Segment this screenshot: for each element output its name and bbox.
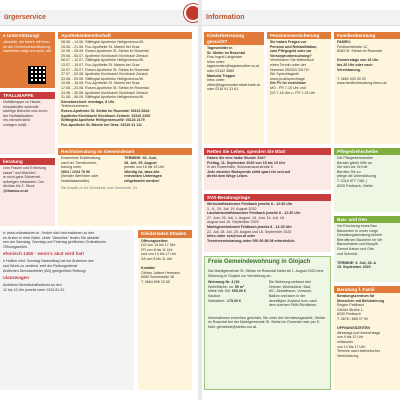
beratung-text: vom Frauen und Erfahrung kasse" und Wächter"- m nicht ganz Sicherheit aufzeigen Infokaufen. Der dierdas bis Z. Stock @thamus.or.at xyxy=(3,166,46,193)
rechtsberatung-heading: Rechtsberatung im Gemeindeamt xyxy=(58,148,192,155)
bauberatung-heading: Bau- und Gen xyxy=(334,216,400,223)
svs-box xyxy=(204,194,331,252)
notfallmappe-box xyxy=(0,92,55,154)
list-item: 17.08. - 23.08. Rosen-Apotheke St. Stefan im Rosental xyxy=(61,85,149,90)
list-item: 24.08. - 30.08. Apotheke Kirchbach/ Kirchbach Zerlach xyxy=(61,90,149,95)
right-page-header: Information xyxy=(202,10,400,26)
support-heading: e Unterstützung! xyxy=(3,33,40,38)
apotheken-list xyxy=(58,39,192,128)
left-page xyxy=(0,0,198,400)
ordinationen-box xyxy=(0,230,134,390)
blutspende-heading: Retten Sie Leben, spenden Sie Blut! xyxy=(204,148,331,155)
rechtsberatung-footer: Die Anwält zu für Gemeinde: aus Gemeinde, 24. xyxy=(61,185,138,190)
list-item: 06.07. - 12.07. Stiftingtal Apotheke Heiligenkreuz/W. xyxy=(61,58,144,63)
svs-text: Wirtschaftskammer Feldbach jeweils 8 - 12:30 Uhr 1., 8., 29. Juli, 19. August 2020 Landwirtschaftskammer Feldbach jeweils 8 - 12:30 Uhr 27. Juni, 25. Juli, 1. August, 15. Juni, 14. Juli, 18. August und 16. September 2020 Marktgemeindeamt Feldbach jeweils 8 - 12:30 Uhr 22. Juli, 28. Juli, 25. August und 18. September 2020 Infos unter svs@svs.at oder Terminvereinbarung unter 050 80 88 08 erforderlich. xyxy=(207,202,301,243)
wohnung-description: Die Wohnung umfasst drei Zimmer, Wohnküche, Bad, WC, Abstellraum, Vorraum, Balkon und kann in der derzeitigen Zustand bzw. nach dem durchen PAW-Richtlinien. xyxy=(268,280,318,308)
pflegedrehscheibe-box xyxy=(334,148,400,212)
list-item: 20.07. - 26.07. Rosen-Apotheke St. Stefan im Rosental xyxy=(61,67,149,72)
phone-row: Rosen-Apotheke St. Stefan im Rosental: 03116 8344 xyxy=(61,108,150,113)
apotheken-phones-label: Telefonnummern: xyxy=(61,104,89,109)
list-item: 08.06. - 14.06. Stiftingtal Apotheke Heiligenkreuz/W. xyxy=(61,40,144,44)
blutspende-box xyxy=(204,148,331,190)
apotheken-heading: Apothekenbereitschaft xyxy=(58,32,192,39)
list-item: 13.07. - 19.07. Fuc-Apotheke St. Marein bei Graz xyxy=(61,62,140,67)
beratung-box xyxy=(0,158,55,226)
list-item: 22.06. - 28.06. Rosen-Apotheke St. Stefan im Rosental xyxy=(61,49,149,54)
wohnung-details: Wohnung Nr. 4 (36 Wohnfläche: ca. 59 m² Miete inkl. BK: 605,00 € Kaution: Selbstbeh.: 175,00 € xyxy=(208,280,246,303)
notfallmappe-text: Notfallmappe zu Hause, einsatzkräfte wertvolle wichtige Befunde und zuver- äre Notfallsituation. nrs.elkmahr.kleid vorlagen mit@... xyxy=(3,100,49,127)
beratung-heading: beratung xyxy=(0,158,55,165)
kleiderladen-heading: Kleiderladen Eltaden xyxy=(138,230,192,238)
left-page-header: ürgerservice xyxy=(0,10,198,26)
list-item: 10.08. - 16.08. Fuc-Apotheke St. Marein bei Graz xyxy=(61,81,140,86)
behindertenberatung-box xyxy=(334,286,400,390)
kinderbetreuung-text: Tagesmütter in St. Stefan im Rosental Frau Ingrid Langmaier Infos unter: tagesmutter@tagesmuetter.co.at oder 03152 5880 Manuela Trapper Infos unter: office@tagesmutter.steiermark.at oder 0316 91 31 61 xyxy=(207,46,260,92)
phone-row: Fuc-Apotheke St. Marein bei Graz: 03119 31 111 xyxy=(61,122,142,127)
ambulanz-heading: ulanzwagen xyxy=(3,275,30,281)
list-item: 31.08. - 06.09. Stiftingtal Apotheke Heiligenkreuz/W. xyxy=(61,95,144,100)
notfallmappe-heading: TFALLMAPPE xyxy=(0,92,55,99)
apotheken-note: Dienstwechsel: montags, 8 Uhr xyxy=(61,99,115,104)
support-text: ubsstelle, die bieten mit ihren en der Gemeindebevölkerung ntanbieten zeigt uns auch, wie xyxy=(3,40,52,54)
behindertenberatung-heading: Beratung f. Famil xyxy=(334,286,400,293)
pension-text: Sie haben Fragen zur Pension und Rehabilitation, zum Pflegegeld oder zur Vorsorgeuntersuchung? Vereinbaren Sie telefonisch einen Termin unter der Nummer 050303 34170! Wir Sprechtagerte www.pv.at/sprechtage Die PV ist erreichbar: MO - FR 7-15 Uhr und DO 7-16 Uhr u. FR 7-15 Uhr xyxy=(270,40,318,95)
familienberatung-heading: Familienberatung xyxy=(334,32,400,39)
kinderbetreuung-heading: Kinderbetreuung gesucht? xyxy=(204,32,264,45)
list-item: 15.06. - 21.06. Fuc-Apotheke St. Marein bei Graz xyxy=(61,44,140,49)
gemeindewohnung-box xyxy=(204,256,331,390)
gemeindewohnung-footer: Informationen erreichen gerichtet, Sie unter der Vermietungsstelle, Stefan im Rosental bei der Marktgemeinde St. Stefan im Rosental oder per E-Mail: gemeinde@stefan-ros.at. xyxy=(208,315,326,329)
ambulanz-text: ärztlichen Bereitschaftsdienst an den 12 bis 10 Uhr jeweils unter 0316 81 81. xyxy=(3,283,66,292)
right-page xyxy=(202,0,400,400)
svs-heading: SVS-Beratungstage xyxy=(204,194,331,201)
pension-heading: Pensionsversicherung xyxy=(267,32,331,39)
list-item: 27.07. - 02.08. Apotheke Kirchbach/ Kirchbach Zerlach xyxy=(61,72,149,77)
behindertenberatung-text: Beratungszentrum für Menschen mit Behinderung Region Feldbach Gießer Straße 1, 8330 Feldbach T. 0676 / 888 07 90 ÖFFNUNGSZEITEN dienstags und donnerstags von 9 bis 12 Uhr mittwochs von 14 bis 17 Uhr Termine nach telefonischer Vereinbarung xyxy=(337,294,385,358)
list-item: 29.06. - 05.07. Apotheke Kirchbach/ Kirchbach Zerlach xyxy=(61,53,149,58)
pension-box xyxy=(267,32,331,144)
familienberatung-text: FAMRO: Feldbachstraße 12, 8083 St. Stefan im Rosental Donnerstags von 18 Uhr bis 20 Uhr oder nach Vereinbarung. T. 0660 303 00 20 www.familienberatung-famro.at xyxy=(337,40,387,86)
kleiderladen-text: Öffnungszeiten: DO von 14 bis 17 Uhr FR von 8 bis 11 Uhr und von 14 bis 17 Uhr SA von 8 bis 11 Uhr Kontakt: Obfrau Juliane Hermann 8083 Schulstraße 38 T. 0664 898 33 55 xyxy=(141,238,181,284)
hotline-text: e Hotline wird: Sonntag Nachmittag hat bei Ärztinnen den und Wurst zu verdient, weil der Rettungsdienst Ärztlichen Dienstanbieter (ÄD) gelegentlich Rettung! xyxy=(3,259,95,273)
pflegedrehscheibe-text: Die Pflegedrehscheibe Berater gleich hilfe an Sie sich vor Ort mit Berufen Sie zu pflege die Unterstützung T. 0316 877 7481 | 8330 Feldbach, Gielitz xyxy=(337,156,376,188)
kinderbetreuung-box xyxy=(204,32,264,144)
blutspende-text: Haben Sie eine halbe Stunde Zeit? Freitag, 11. September 2020 von 15 bis 19 Uhr in der Rosenhalle, Schlossmauerstraße 6 Jede einzelne Blutspende zählt spart ein und auf direkt dem Wege Leben. xyxy=(207,156,291,179)
qr-code-icon xyxy=(28,66,46,84)
ordinationen-text: e: www.ordinationen.st - finden sich Informationen zu den en Ärzten in ihrer Nähe. Unter "Aktuelles" finden Sie aktuelle nen am Samstag, Sonntag und Feiertag geöffneten Ordinationen Öffnungszeiten. xyxy=(3,231,107,249)
rechtsberatung-left: Kostenlose Erstberatung nach tel. Terminverein- barung unter 0664 / 1234 78 96 (Berater Wertheim oder Notariatsanwälte). xyxy=(61,156,101,183)
phone-row: Apotheke Kirchbach/ Kirchbach Zerlach: 03116 2200 xyxy=(61,113,151,118)
apotheken-box xyxy=(58,32,192,144)
bauberatung-text: Vor Errichtung eines Bau Bauwerber in unser vorge Gestaltungsberatung teilneh Betroffenen Bauherrn im Ver Bauvorhaben und Bauplä Gernot Kaiser und Orts und Schmidt. TERMINE: 9. Juli, 28. A 15. September 2020 xyxy=(337,224,383,270)
familienberatung-box xyxy=(334,32,400,144)
rechtsberatung-box xyxy=(58,148,192,226)
phone-row: Stiftingtal Apotheke Heiligenkreuz/W: 03134 2179 xyxy=(61,118,145,123)
rechtsberatung-right: TERMINE: 30. Juni, 28. Juli, 25. August jeweils von 18 bis 19 Uhr Wichtig ist, dass alle relevanten Unterlagen mitgebracht werden! xyxy=(124,156,165,183)
bauberatung-box xyxy=(334,216,400,282)
support-box xyxy=(0,32,55,88)
pflegedrehscheibe-heading: Pflegedrehscheibe xyxy=(334,148,400,155)
kleiderladen-box xyxy=(138,230,192,390)
list-item: 03.08. - 09.08. Stiftingtal Apotheke Heiligenkreuz/W. xyxy=(61,76,144,81)
gemeindewohnung-heading: Freie Gemeindewohnung in Glojach xyxy=(208,259,311,265)
hotline-heading: efonisch 1450 - wenn's akut wird hat! xyxy=(3,251,84,257)
gemeindewohnung-intro: Die Marktgemeinde St. Stefan im Rosental bietet ab 1. August 2020 eine Wohnung in Glojach zur Vermietung an. xyxy=(208,269,324,278)
